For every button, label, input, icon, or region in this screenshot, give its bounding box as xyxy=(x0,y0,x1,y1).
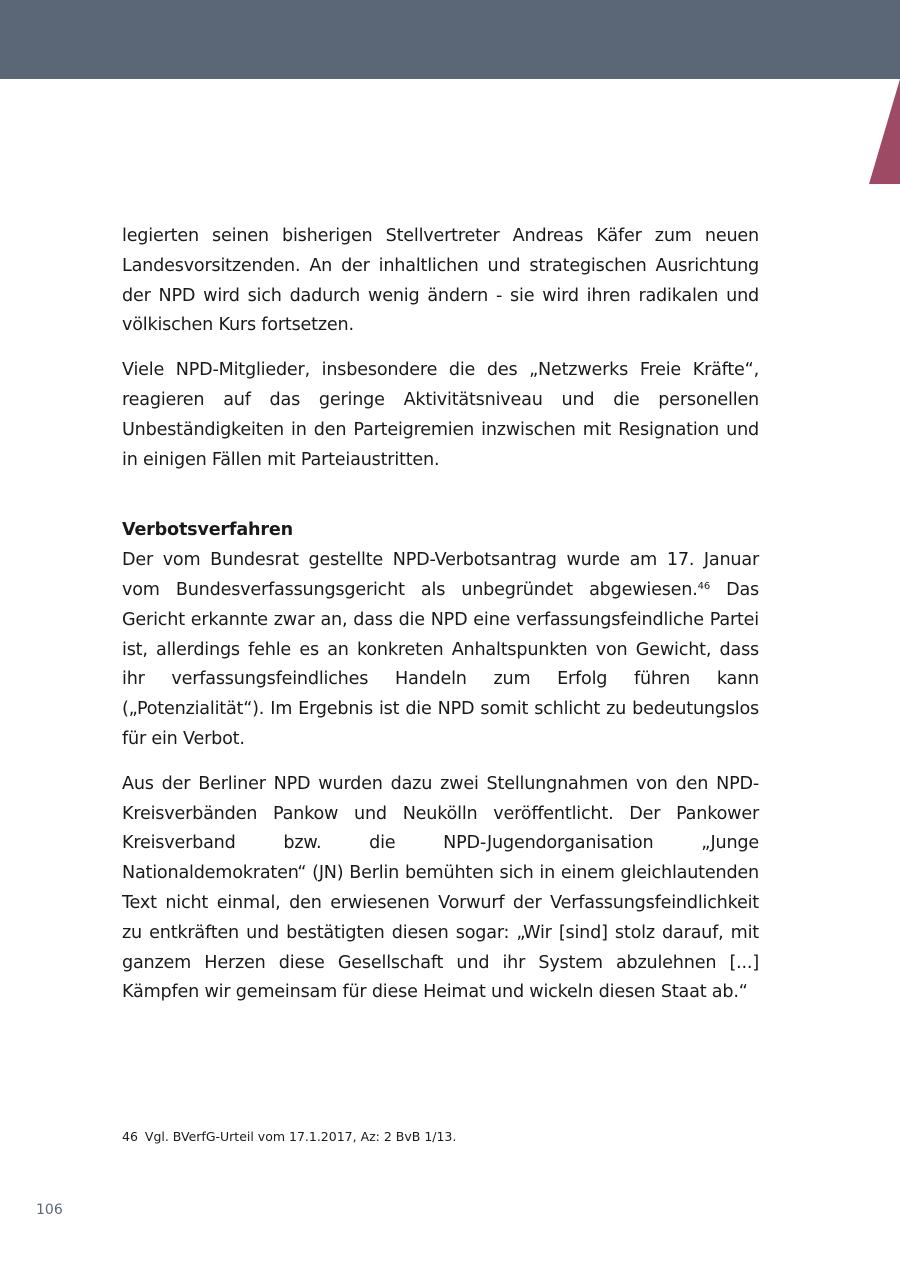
paragraph: Viele NPD-Mitglieder, insbesondere die des „Netzwerks Freie Kräfte“, reagieren auf das geringe Aktivitätsniveau und die personellen Unbeständigkeiten in den Parteigremien inzwischen mit Resignation und in einigen Fällen mit Parteiaustritten. xyxy=(122,360,759,470)
footnote-text: Vgl. BVerfG-Urteil vom 17.1.2017, Az: 2 BvB 1/13. xyxy=(144,1129,457,1144)
header-bar xyxy=(0,0,900,79)
paragraph-text: Das Gericht erkannte zwar an, dass die NPD eine verfassungsfeindliche Partei ist, allerdings fehle es an konkreten Anhaltspunkten von Gewicht, dass ihr verfassungsfeindliches Handeln zum Erfolg führen kann („Potenzialität“). Im Ergebnis ist die NPD somit schlicht zu bedeutungslos für ein Verbot. xyxy=(122,579,759,749)
paragraph-text: Der vom Bundesrat gestellte NPD-Verbotsantrag wurde am 17. Januar vom Bundesverfassungsgericht als unbegründet abgewiesen. xyxy=(122,550,759,600)
accent-triangle xyxy=(869,79,900,184)
paragraph xyxy=(122,546,759,755)
footnote-number: 46 xyxy=(122,1129,138,1144)
paragraph: legierten seinen bisherigen Stellvertreter Andreas Käfer zum neuen Landesvorsitzenden. An der inhaltlichen und strategischen Ausrichtung der NPD wird sich dadurch wenig ändern - sie wird ihren radikalen und völkischen Kurs fortsetzen. xyxy=(122,226,759,336)
footnote-reference: 46 xyxy=(697,580,710,592)
paragraph: Aus der Berliner NPD wurden dazu zwei Stellungnahmen von den NPD-Kreisverbänden Pankow und Neukölln veröffentlicht. Der Pankower Kreisverband bzw. die NPD-Jugendorganisation „Junge Nationaldemokraten“ (JN) Berlin bemühten sich in einem gleichlautenden Text nicht einmal, den erwiesenen Vorwurf der Verfassungsfeindlichkeit zu entkräften und bestätigten diesen sogar: „Wir [sind] stolz darauf, mit ganzem Herzen diese Gesellschaft und ihr System abzulehnen [...] Kämpfen wir gemeinsam für diese Heimat und wickeln diesen Staat ab.“ xyxy=(122,773,759,1003)
page-number: 106 xyxy=(36,1202,63,1218)
main-text-column xyxy=(122,222,759,1023)
section-heading: Verbotsverfahren xyxy=(122,520,293,541)
footnote xyxy=(122,1128,759,1146)
